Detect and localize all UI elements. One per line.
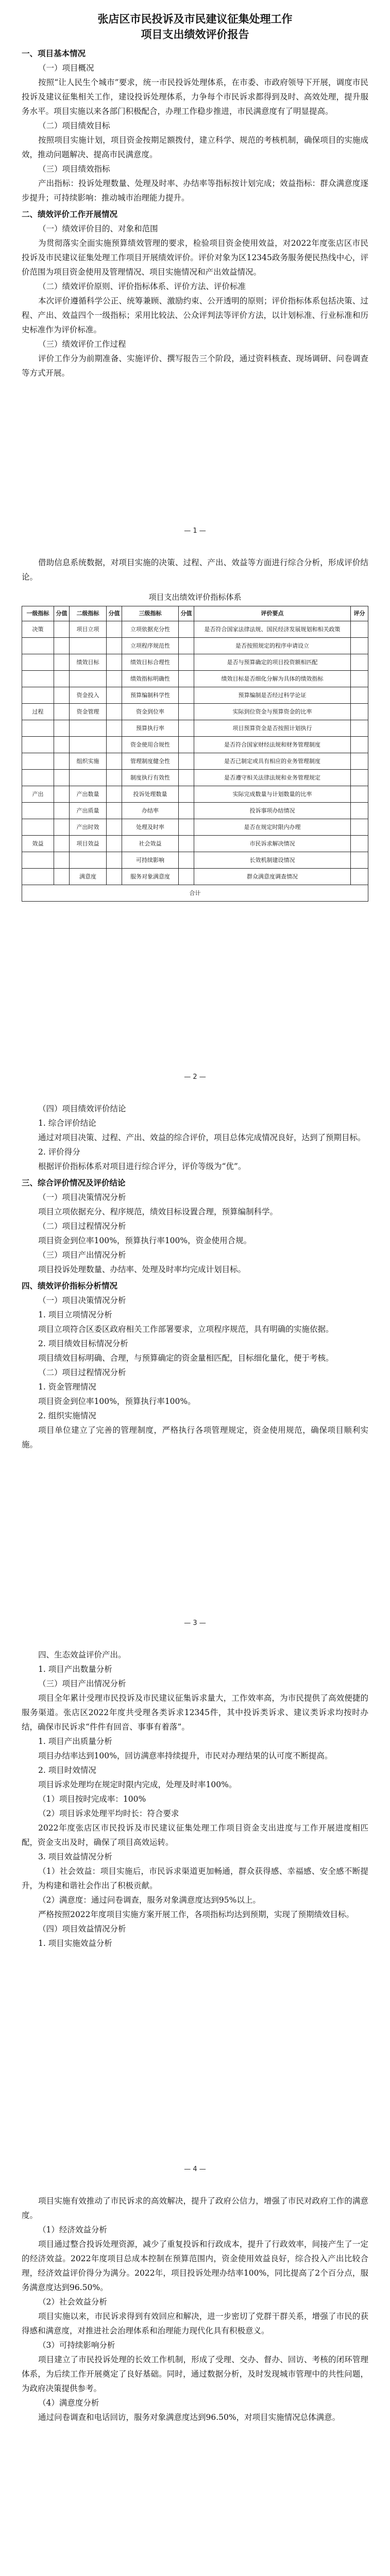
paragraph: （二）项目绩效目标: [38, 121, 110, 130]
table-cell: 是否在规定时限内办理: [194, 819, 351, 836]
paragraph: 3. 项目效益情况分析: [38, 1852, 112, 1861]
table-cell: [22, 803, 54, 819]
table-cell: 办结率: [122, 803, 179, 819]
paragraph: （四）项目绩效评价结论: [38, 1104, 126, 1113]
paragraph: 本次评价遵循科学公正、统筹兼顾、激励约束、公开透明的原则；评价指标体系包括决策、过程、产出、效益四个一级指标；采用比较法、公众评判法等评价方法，以计划标准、行业标准和历史标准作为评价标准。: [22, 296, 368, 334]
table-cell: 资金使用合规性: [122, 737, 179, 753]
table-total-label: 合计: [22, 885, 368, 902]
table-row: [22, 687, 368, 704]
table-cell: [107, 737, 122, 753]
table-cell: 投诉事项办结情况: [194, 803, 351, 819]
table-cell: 群众满意度调查情况: [194, 869, 351, 885]
paragraph: （2）社会效益分析: [38, 2297, 107, 2307]
paragraph: 根据评价指标体系对项目进行综合评分，评价等级为“优”。: [38, 1162, 246, 1171]
table-cell: [54, 836, 70, 852]
table-cell: [107, 621, 122, 638]
table-cell: 产出时效: [70, 819, 107, 836]
subsection-heading: （三）项目绩效指标: [38, 164, 110, 174]
table-row: [22, 786, 368, 803]
paragraph: 为贯彻落实全面实施预算绩效管理的要求，检验项目资金使用效益，对2022年度张店区市民投诉及市民建议征集处理工作项目开展绩效评价。评价对象为区12345政务服务便民热线中心，评价范围为项目资金使用及管理情况、项目实施情况和产出效益情况。: [22, 239, 368, 277]
table-cell: [179, 869, 194, 885]
table-row: [22, 621, 368, 638]
paragraph: 2. 项目时效情况: [38, 1766, 96, 1775]
doc-title: [22, 11, 368, 42]
paragraph: （四）项目效益情况分析: [38, 1924, 126, 1934]
table-cell: [22, 737, 54, 753]
table-cell: 资金投入: [70, 687, 107, 704]
table-cell: 是否符合国家财经法规和财务管理制度: [194, 737, 351, 753]
paragraph: 项目实施有效推动了市民诉求的高效解决，提升了政府公信力，增强了市民对政府工作的满意度。: [22, 2196, 368, 2220]
table-cell: [22, 819, 54, 836]
doc-title-line-2: 项目支出绩效评价报告: [141, 28, 249, 41]
paragraph: （2）满意度：通过问卷调查，服务对象满意度达到95%以上。: [38, 1895, 261, 1905]
table-cell: [179, 687, 194, 704]
paragraph: 项目建立了市民投诉处理的长效工作机制，形成了受理、交办、督办、回访、考核的闭环管理体系，为后续工作开展奠定了良好基础。同时，通过数据分析，及时发现城市管理中的共性问题，为政府决策提供参考。: [22, 2355, 368, 2393]
table-row: [22, 704, 368, 720]
table-cell: [351, 819, 368, 836]
table-cell: [107, 852, 122, 869]
table-cell: [54, 720, 70, 737]
paragraph: 按照“让人民生个城市”要求，统一市民投诉处理体系，在市委、市政府领导下开展，调度市民投诉及建议征集相关工作，建设投诉处理体系，力争每个市民诉求都得到及时、高效处理，提升服务水平。项目实施以来各部门积极配合，办理工作稳步推进，市民满意度有了明显提高。: [22, 78, 368, 116]
table-cell: [179, 671, 194, 687]
table-cell: [70, 852, 107, 869]
table-cell: [179, 753, 194, 770]
table-cell: [107, 770, 122, 786]
page-5: [0, 2184, 390, 2576]
table-cell: [22, 654, 54, 671]
table-cell: [54, 852, 70, 869]
paragraph: 通过对项目决策、过程、产出、效益的综合评价，项目总体完成情况良好，达到了预期目标。: [38, 1133, 366, 1142]
section-heading: 一、项目基本情况: [22, 49, 86, 58]
table-header-cell: 二级指标: [70, 606, 107, 621]
table-row: [22, 638, 368, 654]
table-cell: 项目效益: [70, 836, 107, 852]
paragraph: （三）绩效评价工作过程: [38, 340, 126, 349]
table-cell: 效益: [22, 836, 54, 852]
table-cell: [22, 638, 54, 654]
table-cell: 市民诉求解决情况: [194, 836, 351, 852]
table-cell: [70, 671, 107, 687]
paragraph: 项目全年累计受理市民投诉及市民建议征集诉求量大，工作效率高，为市民提供了高效便捷的服务渠道。张店区2022年度共受理各类诉求12345件，其中投诉类诉求、建议类诉求均按时办结，确保市民诉求“件件有回音、事事有着落”。: [22, 1693, 368, 1732]
table-cell: 长效机制建设情况: [194, 852, 351, 869]
table-header-row: [22, 606, 368, 621]
table-cell: 制度执行有效性: [122, 770, 179, 786]
table-cell: [179, 720, 194, 737]
paragraph: 1. 综合评价结论: [38, 1118, 96, 1128]
paragraph: 项目立项符合区委区政府相关工作部署要求，立项程序规范，具有明确的实施依据。: [38, 1325, 334, 1334]
table-cell: [22, 720, 54, 737]
table-cell: [70, 720, 107, 737]
page-number: — 1 —: [184, 527, 206, 535]
table-cell: 产出质量: [70, 803, 107, 819]
paragraph: （三）项目产出情况分析: [38, 1250, 126, 1260]
paragraph: 项目资金到位率100%，预算执行率100%。: [38, 1397, 196, 1406]
table-header-cell: 一级指标: [22, 606, 54, 621]
paragraph: （1）经济效益分析: [38, 2225, 107, 2234]
table-cell: [179, 803, 194, 819]
paragraph: 1. 项目产出数量分析: [38, 1665, 112, 1674]
table-cell: [179, 836, 194, 852]
table-cell: [351, 621, 368, 638]
table-cell: 立项依据充分性: [122, 621, 179, 638]
paragraph: 2. 组织实施情况: [38, 1411, 96, 1420]
table-cell: [179, 654, 194, 671]
subsection-heading: （一）项目决策情况分析: [38, 1296, 126, 1305]
page-number: — 3 —: [184, 1619, 206, 1627]
table-cell: [107, 836, 122, 852]
table-cell: [70, 638, 107, 654]
page-2: [0, 546, 390, 1092]
paragraph: 严格按照2022年度项目实施方案开展工作，各项指标均达到预期，实现了预期绩效目标。: [38, 1910, 354, 1919]
table-header-cell: 三级指标: [122, 606, 179, 621]
table-cell: 组织实施: [70, 753, 107, 770]
page-number: — 2 —: [184, 1073, 206, 1081]
table-cell: 服务对象满意度: [122, 869, 179, 885]
page-1: [0, 0, 390, 546]
paragraph: 项目投诉处理数量、办结率、处理及时率均完成计划目标。: [38, 1265, 246, 1274]
table-cell: 绩效目标: [70, 654, 107, 671]
table-cell: 是否与预算确定的项目投资额相匹配: [194, 654, 351, 671]
table-cell: [351, 770, 368, 786]
paragraph: 项目绩效目标明确、合理，与预算确定的资金量相匹配，目标细化量化，便于考核。: [38, 1353, 334, 1363]
table-cell: [351, 654, 368, 671]
table-cell: 产出数量: [70, 786, 107, 803]
section-heading: 二、绩效评价工作开展情况: [22, 210, 118, 219]
paragraph: 项目通过整合投诉处理资源，减少了重复投诉和行政成本，提升了行政效率，间接产生了一定的经济效益。2022年度项目总成本控制在预算范围内，资金使用效益良好，综合投入产出比较合理，经济效益评价得分为满分。2022年，项目投诉处理办结率100%，同比提高了2个百分点，服务满意度达到96.50%。: [22, 2240, 368, 2292]
table-cell: 产出: [22, 786, 54, 803]
table-cell: [351, 638, 368, 654]
table-cell: 项目预算资金是否按照计划执行: [194, 720, 351, 737]
table-cell: [70, 737, 107, 753]
table-cell: 预算编制是否经过科学论证: [194, 687, 351, 704]
table-cell: [107, 819, 122, 836]
table-cell: [54, 621, 70, 638]
table-cell: 实际到位资金与预算资金的比率: [194, 704, 351, 720]
table-header-cell: 分值: [54, 606, 70, 621]
table-cell: [179, 638, 194, 654]
table-cell: [54, 704, 70, 720]
table-header-cell: 分值: [107, 606, 122, 621]
table-row: [22, 737, 368, 753]
table-cell: [54, 753, 70, 770]
table-row: [22, 869, 368, 885]
table-cell: [351, 687, 368, 704]
table-cell: [351, 869, 368, 885]
paragraph: （2）项目诉求处理平均时长：符合要求: [38, 1809, 179, 1818]
table-cell: 是否已制定或具有相应的业务管理制度: [194, 753, 351, 770]
table-cell: [107, 671, 122, 687]
table-cell: [107, 720, 122, 737]
table-cell: [22, 852, 54, 869]
table-cell: [351, 704, 368, 720]
table-row: [22, 753, 368, 770]
table-cell: 是否按照规定的程序申请设立: [194, 638, 351, 654]
table-cell: 绩效目标合理性: [122, 654, 179, 671]
table-cell: [54, 671, 70, 687]
table-cell: [54, 869, 70, 885]
paragraph: 1. 项目立项情况分析: [38, 1310, 112, 1319]
table-cell: [107, 753, 122, 770]
paragraph: （三）项目产出情况分析: [38, 1679, 126, 1688]
paragraph: 2. 评价得分: [38, 1147, 80, 1157]
table-row: [22, 654, 368, 671]
paragraph: （二）项目过程情况分析: [38, 1222, 126, 1231]
table-row: [22, 819, 368, 836]
paragraph: （一）项目决策情况分析: [38, 1193, 126, 1202]
paragraph: 项目办结率达到100%，回访满意率持续提升，市民对办理结果的认可度不断提高。: [38, 1751, 333, 1760]
paragraph: 项目资金到位率100%，预算执行率100%，资金使用合规。: [38, 1236, 252, 1245]
table-cell: 处理及时率: [122, 819, 179, 836]
subsection-heading: （一）绩效评价目的、对象和范围: [38, 224, 158, 233]
paragraph: （1）项目按时完成率：100%: [38, 1794, 146, 1804]
table-cell: [22, 869, 54, 885]
table-cell: [107, 687, 122, 704]
table-row: [22, 803, 368, 819]
table-cell: 投诉处理数量: [122, 786, 179, 803]
table-cell: [351, 786, 368, 803]
table-cell: 资金管理: [70, 704, 107, 720]
table-cell: [107, 704, 122, 720]
section-heading: 三、综合评价情况及评价结论: [22, 1178, 126, 1188]
table-cell: [54, 638, 70, 654]
paragraph: 1. 资金管理情况: [38, 1382, 96, 1392]
table-cell: 预算编制科学性: [122, 687, 179, 704]
table-cell: 绩效指标明确性: [122, 671, 179, 687]
indicator-table: [22, 606, 368, 902]
paragraph: 通过问卷调查和电话回访，服务对象满意度达到96.50%，对项目实施情况总体满意。: [38, 2413, 341, 2422]
table-cell: 决策: [22, 621, 54, 638]
table-cell: 是否遵守相关法律法规和业务管理规定: [194, 770, 351, 786]
paragraph: （1）社会效益：项目实施后，市民诉求渠道更加畅通，群众获得感、幸福感、安全感不断提升，为构建和谐社会作出了积极贡献。: [22, 1867, 368, 1890]
paragraph: 评价工作分为前期准备、实施评价、撰写报告三个阶段，通过资料核查、现场调研、问卷调查等方式开展。: [22, 354, 368, 378]
table-row: [22, 720, 368, 737]
table-cell: [107, 638, 122, 654]
table-cell: 立项程序规范性: [122, 638, 179, 654]
table-header-cell: 评价要点: [194, 606, 351, 621]
table-cell: [22, 770, 54, 786]
table-cell: [179, 819, 194, 836]
table-cell: [351, 852, 368, 869]
table-cell: [107, 803, 122, 819]
table-cell: 绩效目标是否细化分解为具体的绩效指标: [194, 671, 351, 687]
table-cell: 满意度: [70, 869, 107, 885]
page-number: — 4 —: [184, 2165, 206, 2173]
table-cell: [179, 621, 194, 638]
table-cell: [54, 770, 70, 786]
table-cell: 资金到位率: [122, 704, 179, 720]
table-header-cell: 评分: [351, 606, 368, 621]
table-cell: [179, 737, 194, 753]
subsection-heading: （一）项目概况: [38, 63, 94, 73]
table-cell: [70, 770, 107, 786]
table-cell: 实际完成数量与计划数量的比率: [194, 786, 351, 803]
table-cell: [54, 803, 70, 819]
table-cell: 项目立项: [70, 621, 107, 638]
table-cell: [107, 654, 122, 671]
table-cell: [351, 803, 368, 819]
paragraph: 项目诉求处理均在规定时限内完成，处理及时率100%。: [38, 1780, 237, 1789]
paragraph: 1. 项目实施效益分析: [38, 1939, 112, 1948]
table-title: 项目支出绩效评价指标体系: [148, 592, 242, 602]
table-cell: [107, 786, 122, 803]
table-cell: [179, 704, 194, 720]
page-4: [0, 1638, 390, 2184]
paragraph: 产出指标：投诉处理数量、处理及时率、办结率等指标按计划完成；效益指标：群众满意度逐步提升；可持续影响：推动城市治理能力提升。: [22, 179, 368, 202]
paragraph: 项目立项依据充分、程序规范，绩效目标设置合理，预算编制科学。: [38, 1207, 278, 1216]
paragraph: 项目单位建立了完善的管理制度，严格执行各项管理规定，资金使用规范，确保项目顺利实施。: [22, 1426, 368, 1449]
paragraph: 项目实施以来，市民诉求得到有效回应和解决，进一步密切了党群干群关系，增强了市民的获得感和满意度，对推进社会治理体系和治理能力现代化具有积极意义。: [22, 2312, 368, 2335]
table-row: [22, 770, 368, 786]
table-cell: [54, 819, 70, 836]
table-cell: 可持续影响: [122, 852, 179, 869]
table-row: [22, 852, 368, 869]
table-total-row: [22, 885, 368, 902]
doc-title-line-1: 张店区市民投诉及市民建议征集处理工作: [97, 12, 293, 25]
table-cell: 预算执行率: [122, 720, 179, 737]
paragraph: 按照项目实施计划，项目资金按期足额拨付，建立科学、规范的考核机制，确保项目的实施成效，推动问题解决、提高市民满意度。: [22, 135, 368, 159]
table-cell: [54, 737, 70, 753]
table-cell: [22, 753, 54, 770]
paragraph: 2022年度张店区市民投诉及市民建议征集处理工作项目资金支出进度与工作开展进度相匹配，资金支出及时，确保了项目高效运转。: [22, 1823, 368, 1847]
table-cell: 过程: [22, 704, 54, 720]
table-cell: [351, 753, 368, 770]
table-cell: [22, 671, 54, 687]
table-cell: [54, 654, 70, 671]
table-cell: [107, 869, 122, 885]
table-cell: 管理制度健全性: [122, 753, 179, 770]
table-cell: 是否符合国家法律法规、国民经济发展规划和相关政策: [194, 621, 351, 638]
paragraph: （3）可持续影响分析: [38, 2341, 115, 2350]
paragraph: 1. 项目产出质量分析: [38, 1737, 112, 1746]
table-cell: [22, 687, 54, 704]
paragraph: 2. 项目绩效目标情况分析: [38, 1339, 128, 1348]
table-cell: 社会效益: [122, 836, 179, 852]
subsection-heading: （二）项目过程情况分析: [38, 1368, 126, 1377]
paragraph: 四、生态效益评价产出。: [38, 1650, 126, 1659]
table-cell: [351, 671, 368, 687]
table-cell: [179, 770, 194, 786]
section-heading: 四、绩效评价指标分析情况: [22, 1281, 118, 1291]
page-3: [0, 1092, 390, 1638]
paragraph: （二）绩效评价原则、评价指标体系、评价方法、评价标准: [38, 282, 246, 291]
table-row: [22, 671, 368, 687]
table-cell: [54, 687, 70, 704]
table-cell: [351, 737, 368, 753]
paragraph: （4）满意度分析: [38, 2398, 99, 2408]
paragraph: 借助信息系统数据，对项目实施的决策、过程、产出、效益等方面进行综合分析，形成评价结论。: [22, 558, 368, 582]
table-header-cell: 分值: [179, 606, 194, 621]
table-cell: [54, 786, 70, 803]
table-cell: [179, 852, 194, 869]
table-cell: [179, 786, 194, 803]
table-cell: [351, 720, 368, 737]
table-cell: [351, 836, 368, 852]
table-row: [22, 836, 368, 852]
